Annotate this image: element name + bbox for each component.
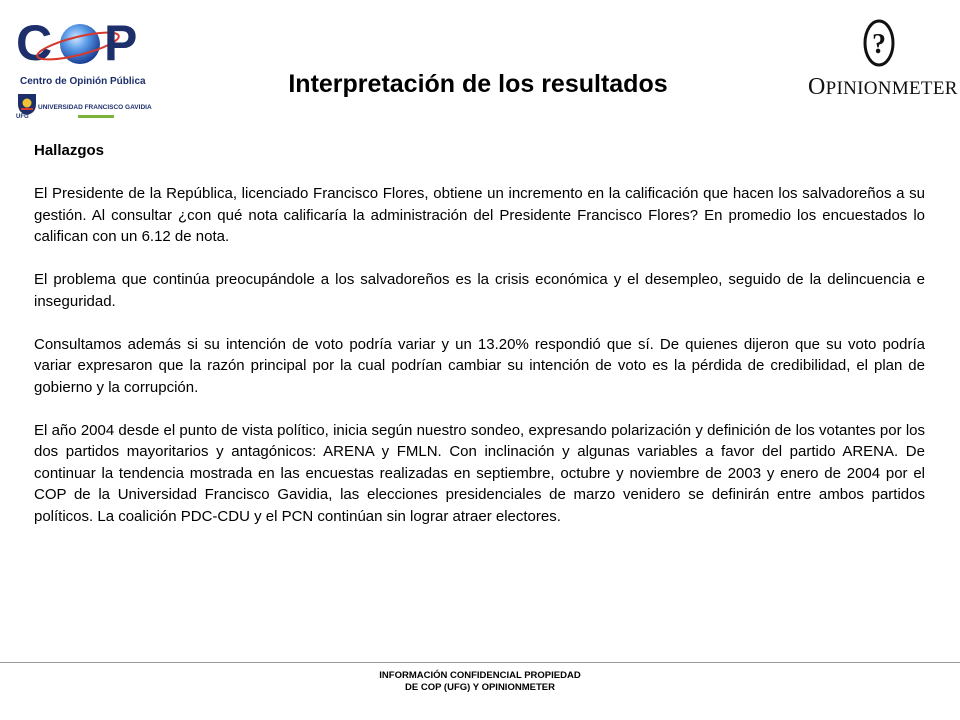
cop-logo <box>14 14 164 124</box>
paragraph-main-problem: El problema que continúa preocupándole a los salvadoreños es la crisis económica y el desempleo, seguido de la delincuencia e inseguridad. <box>34 271 925 310</box>
footer-line-1: INFORMACIÓN CONFIDENCIAL PROPIEDAD <box>379 670 581 681</box>
ufg-green-bar <box>78 115 114 118</box>
ufg-abbr: UFG <box>16 114 29 120</box>
paragraph-president-rating: El Presidente de la República, licenciado Francisco Flores, obtiene un incremento en la calificación que hacen los salvadoreños a su gestión. Al consultar ¿con qué nota calificaría la administración del Presidente Francisco Flores? En promedio los encuestados lo califican con un 6.12 de nota. <box>34 185 925 245</box>
cop-subtitle: Centro de Opinión Pública <box>20 76 146 87</box>
footer-confidential <box>0 670 960 694</box>
paragraph-vote-intention: Consultamos además si su intención de voto podría variar y un 13.20% respondió que sí. De quienes dijeron que su voto podría variar expresaron que la razón principal por la cual podrían cambiar su intención de voto es la pérdida de credibilidad, el plan de gobierno y la corrupción. <box>34 335 925 396</box>
footer-line-2: DE COP (UFG) Y OPINIONMETER <box>405 682 555 693</box>
footer-divider <box>0 662 960 663</box>
cop-logo-graphic <box>14 14 164 76</box>
cop-letter-p: P <box>104 15 138 71</box>
ufg-name: UNIVERSIDAD FRANCISCO GAVIDIA <box>38 104 152 111</box>
section-heading: Hallazgos <box>34 142 105 159</box>
question-mark-glyph: ? <box>872 29 886 60</box>
opinionmeter-first-letter: O <box>808 74 826 100</box>
paragraph-political-outlook: El año 2004 desde el punto de vista político, inicia según nuestro sondeo, expresando polarización y definición de los votantes por los dos partidos mayoritarios y antagónicos: ARENA y FMLN. Con inclinación y algunas variables a favor del partido ARENA. De continuar la tendencia mostrada en las encuestas realizadas en septiembre, octubre y noviembre de 2003 y enero de 2004 por el COP de la Universidad Francisco Gavidia, las elecciones presidenciales de marzo venidero se definirán entre ambos partidos políticos. La coalición PDC-CDU y el PCN continúan sin lograr atraer electores. <box>34 421 925 525</box>
cop-letter-c: C <box>16 15 53 71</box>
question-mark-icon <box>862 18 896 68</box>
page-title: Interpretación de los resultados <box>288 70 668 98</box>
findings-section <box>34 140 925 549</box>
opinionmeter-rest: PINIONMETER <box>825 78 958 99</box>
